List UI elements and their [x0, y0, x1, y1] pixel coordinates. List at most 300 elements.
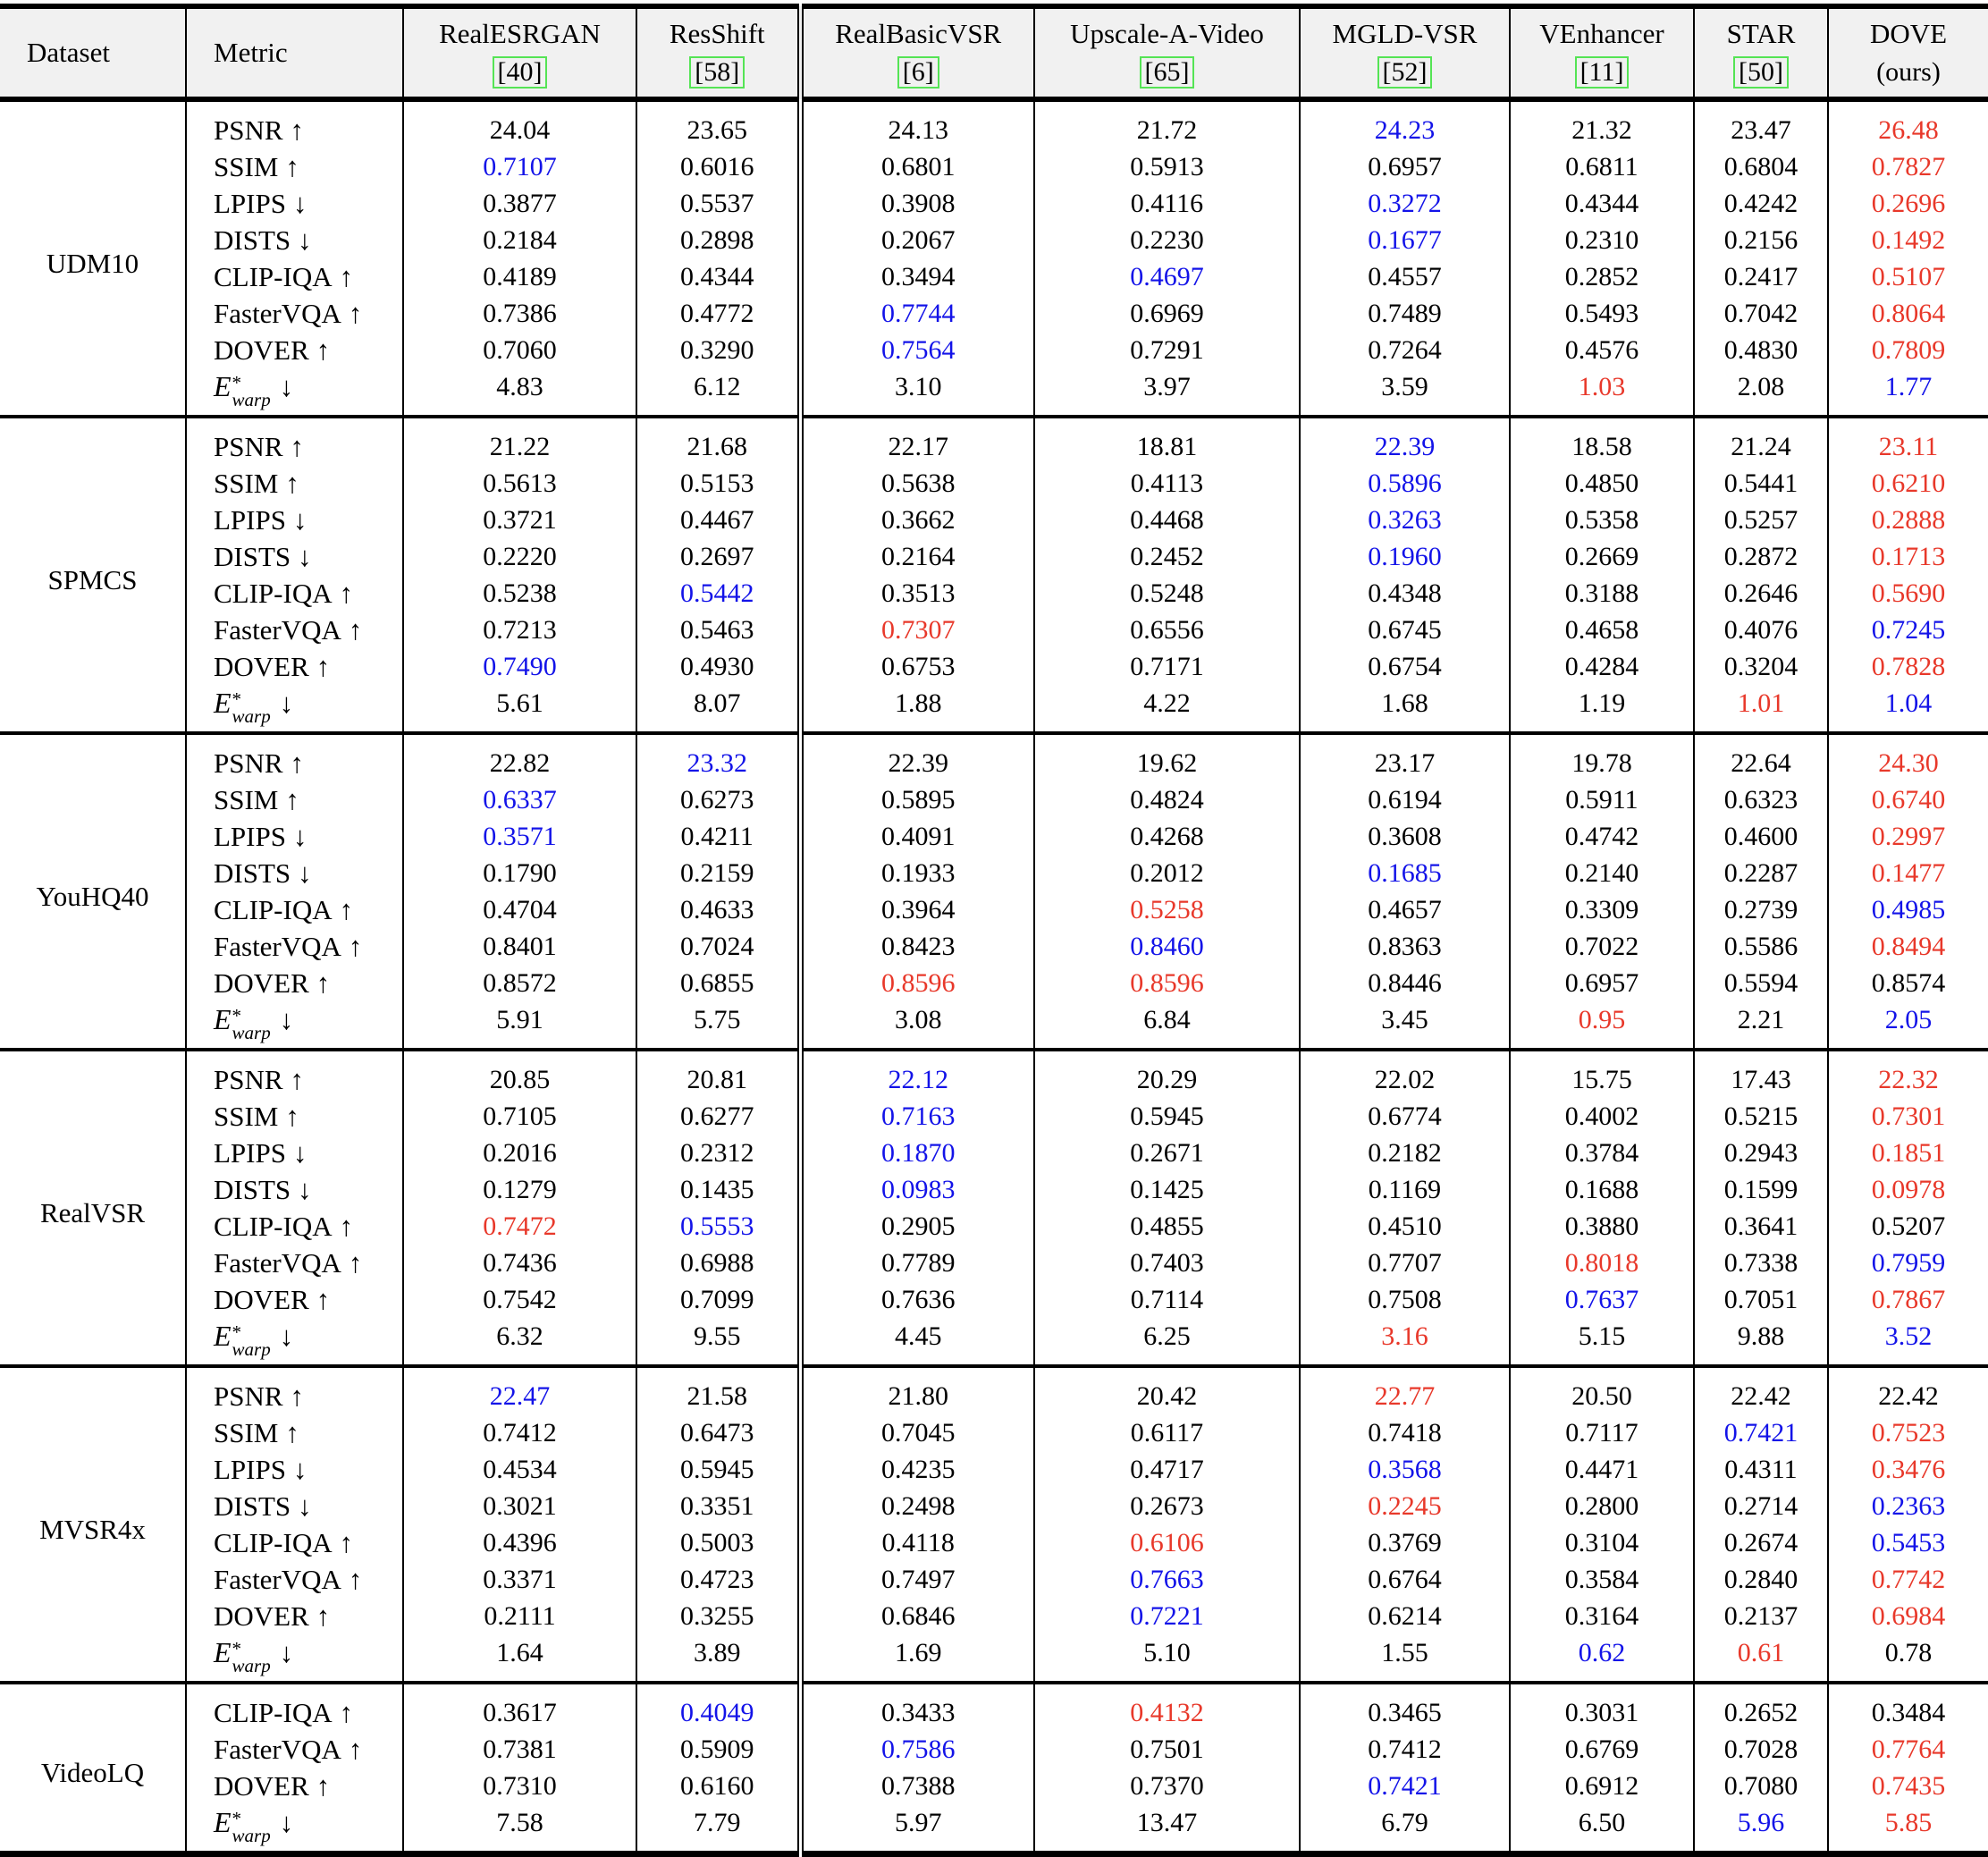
- table-row: [0, 575, 1988, 612]
- value-cell-spmcs-dover-venhancer: 0.4284: [1510, 648, 1694, 685]
- metric-cell-dists: [186, 855, 403, 891]
- value-cell-udm10-ssim-realesrgan: 0.7107: [403, 148, 636, 185]
- value-cell-mvsr4x-fastervqa-mgld-vsr: 0.6764: [1300, 1561, 1510, 1598]
- value-cell-realvsr-fastervqa-realbasicvsr: 0.7789: [800, 1245, 1034, 1281]
- value-cell-videolq-ewarp-venhancer: 6.50: [1510, 1804, 1694, 1854]
- value-cell-spmcs-lpips-upscale-a-video: 0.4468: [1034, 502, 1300, 538]
- method-citation-line: [1511, 56, 1693, 89]
- value-cell-spmcs-ssim-realbasicvsr: 0.5638: [800, 465, 1034, 502]
- up-arrow: ↑: [285, 783, 299, 815]
- value-cell-realvsr-lpips-realesrgan: 0.2016: [403, 1135, 636, 1171]
- value-cell-realvsr-lpips-star: 0.2943: [1694, 1135, 1828, 1171]
- value-cell-mvsr4x-psnr-upscale-a-video: 20.42: [1034, 1366, 1300, 1414]
- value-cell-mvsr4x-dover-venhancer: 0.3164: [1510, 1598, 1694, 1634]
- method-header-venhancer: [1510, 6, 1694, 99]
- table-row: [0, 818, 1988, 855]
- value-cell-youhq40-psnr-upscale-a-video: 19.62: [1034, 733, 1300, 781]
- dataset-label-realvsr: RealVSR: [39, 1196, 146, 1228]
- value-cell-udm10-dists-venhancer: 0.2310: [1510, 222, 1694, 258]
- metric-cell-dists: [186, 538, 403, 575]
- value-cell-spmcs-dists-venhancer: 0.2669: [1510, 538, 1694, 575]
- citation-link[interactable]: [65]: [1140, 56, 1195, 89]
- value-cell-udm10-dover-resshift: 0.3290: [636, 332, 800, 368]
- table-row: [0, 538, 1988, 575]
- value-cell-mvsr4x-lpips-resshift: 0.5945: [636, 1451, 800, 1488]
- method-header-resshift: [636, 6, 800, 99]
- down-arrow: ↓: [298, 1490, 312, 1522]
- metric-label: DOVER: [214, 650, 309, 682]
- metric-label: DISTS: [214, 1173, 291, 1205]
- metric-label: FasterVQA: [214, 613, 341, 646]
- value-cell-spmcs-ewarp-mgld-vsr: 1.68: [1300, 685, 1510, 733]
- value-cell-mvsr4x-dover-realbasicvsr: 0.6846: [800, 1598, 1034, 1634]
- col-header-metric: Metric: [186, 6, 403, 99]
- value-cell-videolq-ewarp-dove: 5.85: [1828, 1804, 1988, 1854]
- value-cell-youhq40-ssim-dove: 0.6740: [1828, 781, 1988, 818]
- value-cell-realvsr-clip-iqa-dove: 0.5207: [1828, 1208, 1988, 1245]
- metric-label: FasterVQA: [214, 297, 341, 329]
- value-cell-youhq40-dover-venhancer: 0.6957: [1510, 965, 1694, 1001]
- value-cell-youhq40-lpips-realbasicvsr: 0.4091: [800, 818, 1034, 855]
- value-cell-mvsr4x-fastervqa-star: 0.2840: [1694, 1561, 1828, 1598]
- value-cell-realvsr-psnr-mgld-vsr: 22.02: [1300, 1050, 1510, 1098]
- value-cell-realvsr-fastervqa-mgld-vsr: 0.7707: [1300, 1245, 1510, 1281]
- up-arrow: ↑: [339, 893, 354, 925]
- metric-label-ewarp: [214, 1806, 294, 1846]
- value-cell-spmcs-ewarp-dove: 1.04: [1828, 685, 1988, 733]
- citation-link[interactable]: [40]: [493, 56, 548, 89]
- value-cell-youhq40-fastervqa-mgld-vsr: 0.8363: [1300, 928, 1510, 965]
- value-cell-realvsr-dover-upscale-a-video: 0.7114: [1034, 1281, 1300, 1318]
- value-cell-mvsr4x-dists-realesrgan: 0.3021: [403, 1488, 636, 1524]
- table-row: [0, 1135, 1988, 1171]
- table-row: [0, 1683, 1988, 1731]
- down-arrow: ↓: [279, 1806, 294, 1838]
- value-cell-mvsr4x-lpips-mgld-vsr: 0.3568: [1300, 1451, 1510, 1488]
- up-arrow: ↑: [285, 150, 299, 182]
- value-cell-youhq40-dover-realesrgan: 0.8572: [403, 965, 636, 1001]
- block-mvsr4x: [0, 1366, 1988, 1683]
- method-citation-line: [804, 56, 1034, 89]
- ewarp-scripts: [232, 1637, 271, 1676]
- value-cell-youhq40-ewarp-realesrgan: 5.91: [403, 1001, 636, 1050]
- value-cell-youhq40-lpips-resshift: 0.4211: [636, 818, 800, 855]
- table-row: [0, 222, 1988, 258]
- value-cell-udm10-fastervqa-venhancer: 0.5493: [1510, 295, 1694, 332]
- metric-cell-fastervqa: [186, 612, 403, 648]
- block-spmcs: [0, 417, 1988, 733]
- value-cell-realvsr-clip-iqa-upscale-a-video: 0.4855: [1034, 1208, 1300, 1245]
- value-cell-spmcs-ewarp-star: 1.01: [1694, 685, 1828, 733]
- metric-label: DISTS: [214, 857, 291, 889]
- value-cell-videolq-dover-realbasicvsr: 0.7388: [800, 1768, 1034, 1804]
- table-row: [0, 332, 1988, 368]
- value-cell-videolq-ewarp-resshift: 7.79: [636, 1804, 800, 1854]
- value-cell-youhq40-ssim-realbasicvsr: 0.5895: [800, 781, 1034, 818]
- value-cell-mvsr4x-clip-iqa-upscale-a-video: 0.6106: [1034, 1524, 1300, 1561]
- value-cell-udm10-fastervqa-dove: 0.8064: [1828, 295, 1988, 332]
- value-cell-udm10-dists-dove: 0.1492: [1828, 222, 1988, 258]
- value-cell-spmcs-psnr-resshift: 21.68: [636, 417, 800, 465]
- ewarp-base: E: [214, 687, 232, 719]
- value-cell-udm10-dover-dove: 0.7809: [1828, 332, 1988, 368]
- value-cell-spmcs-clip-iqa-dove: 0.5690: [1828, 575, 1988, 612]
- value-cell-mvsr4x-dists-dove: 0.2363: [1828, 1488, 1988, 1524]
- value-cell-youhq40-clip-iqa-dove: 0.4985: [1828, 891, 1988, 928]
- table-row: [0, 612, 1988, 648]
- metric-cell-ewarp: [186, 685, 403, 733]
- value-cell-realvsr-ssim-upscale-a-video: 0.5945: [1034, 1098, 1300, 1135]
- value-cell-videolq-ewarp-upscale-a-video: 13.47: [1034, 1804, 1300, 1854]
- method-name: ResShift: [669, 17, 765, 49]
- value-cell-spmcs-ssim-venhancer: 0.4850: [1510, 465, 1694, 502]
- down-arrow: ↓: [298, 857, 312, 889]
- value-cell-udm10-clip-iqa-resshift: 0.4344: [636, 258, 800, 295]
- value-cell-mvsr4x-ewarp-star: 0.61: [1694, 1634, 1828, 1683]
- metric-label: SSIM: [214, 150, 279, 182]
- value-cell-udm10-psnr-mgld-vsr: 24.23: [1300, 99, 1510, 148]
- value-cell-spmcs-clip-iqa-realbasicvsr: 0.3513: [800, 575, 1034, 612]
- dataset-label-videolq: VideoLQ: [40, 1756, 145, 1788]
- value-cell-udm10-lpips-star: 0.4242: [1694, 185, 1828, 222]
- method-name: STAR: [1726, 17, 1796, 49]
- value-cell-realvsr-psnr-realbasicvsr: 22.12: [800, 1050, 1034, 1098]
- value-cell-udm10-dover-upscale-a-video: 0.7291: [1034, 332, 1300, 368]
- value-cell-realvsr-ewarp-mgld-vsr: 3.16: [1300, 1318, 1510, 1366]
- value-cell-youhq40-lpips-star: 0.4600: [1694, 818, 1828, 855]
- value-cell-youhq40-dover-star: 0.5594: [1694, 965, 1828, 1001]
- metric-label: DISTS: [214, 224, 291, 256]
- method-citation-line: [637, 56, 797, 89]
- value-cell-spmcs-fastervqa-realbasicvsr: 0.7307: [800, 612, 1034, 648]
- value-cell-realvsr-psnr-star: 17.43: [1694, 1050, 1828, 1098]
- value-cell-spmcs-fastervqa-dove: 0.7245: [1828, 612, 1988, 648]
- value-cell-youhq40-clip-iqa-realbasicvsr: 0.3964: [800, 891, 1034, 928]
- up-arrow: ↑: [316, 1769, 331, 1802]
- value-cell-mvsr4x-ssim-realbasicvsr: 0.7045: [800, 1414, 1034, 1451]
- value-cell-youhq40-dists-realbasicvsr: 0.1933: [800, 855, 1034, 891]
- table-row: [0, 1768, 1988, 1804]
- metric-label: FasterVQA: [214, 930, 341, 962]
- value-cell-realvsr-dover-star: 0.7051: [1694, 1281, 1828, 1318]
- method-citation-line: [404, 56, 636, 89]
- dataset-label-udm10: UDM10: [46, 247, 139, 279]
- up-arrow: ↑: [290, 747, 305, 779]
- value-cell-mvsr4x-lpips-upscale-a-video: 0.4717: [1034, 1451, 1300, 1488]
- value-cell-videolq-clip-iqa-upscale-a-video: 0.4132: [1034, 1683, 1300, 1731]
- metric-label: FasterVQA: [214, 1733, 341, 1765]
- citation-link[interactable]: [50]: [1733, 56, 1789, 89]
- down-arrow: ↓: [298, 224, 312, 256]
- value-cell-videolq-fastervqa-resshift: 0.5909: [636, 1731, 800, 1768]
- metric-label: PSNR: [214, 1063, 283, 1095]
- value-cell-realvsr-ewarp-venhancer: 5.15: [1510, 1318, 1694, 1366]
- metric-label: SSIM: [214, 467, 279, 499]
- value-cell-youhq40-ssim-mgld-vsr: 0.6194: [1300, 781, 1510, 818]
- method-citation-line: [1301, 56, 1509, 89]
- up-arrow: ↑: [348, 1733, 363, 1765]
- value-cell-mvsr4x-clip-iqa-realbasicvsr: 0.4118: [800, 1524, 1034, 1561]
- value-cell-realvsr-ssim-realbasicvsr: 0.7163: [800, 1098, 1034, 1135]
- value-cell-mvsr4x-ssim-realesrgan: 0.7412: [403, 1414, 636, 1451]
- value-cell-mvsr4x-psnr-venhancer: 20.50: [1510, 1366, 1694, 1414]
- value-cell-spmcs-psnr-star: 21.24: [1694, 417, 1828, 465]
- down-arrow: ↓: [292, 187, 307, 219]
- value-cell-realvsr-psnr-realesrgan: 20.85: [403, 1050, 636, 1098]
- metric-cell-ssim: [186, 465, 403, 502]
- method-header-star: [1694, 6, 1828, 99]
- value-cell-realvsr-ewarp-upscale-a-video: 6.25: [1034, 1318, 1300, 1366]
- value-cell-spmcs-dover-upscale-a-video: 0.7171: [1034, 648, 1300, 685]
- value-cell-udm10-fastervqa-realbasicvsr: 0.7744: [800, 295, 1034, 332]
- method-citation-line: [1695, 56, 1827, 89]
- value-cell-udm10-psnr-venhancer: 21.32: [1510, 99, 1694, 148]
- method-header-realbasicvsr: [800, 6, 1034, 99]
- value-cell-videolq-clip-iqa-star: 0.2652: [1694, 1683, 1828, 1731]
- value-cell-udm10-fastervqa-upscale-a-video: 0.6969: [1034, 295, 1300, 332]
- value-cell-udm10-dover-mgld-vsr: 0.7264: [1300, 332, 1510, 368]
- ewarp-sup: *: [232, 688, 242, 710]
- value-cell-udm10-clip-iqa-realesrgan: 0.4189: [403, 258, 636, 295]
- ewarp-base: E: [214, 370, 232, 402]
- value-cell-spmcs-dover-mgld-vsr: 0.6754: [1300, 648, 1510, 685]
- table-row: [0, 1731, 1988, 1768]
- ewarp-base: E: [214, 1636, 232, 1668]
- value-cell-videolq-dover-resshift: 0.6160: [636, 1768, 800, 1804]
- value-cell-mvsr4x-fastervqa-dove: 0.7742: [1828, 1561, 1988, 1598]
- ewarp-scripts: [232, 1321, 271, 1360]
- value-cell-udm10-ewarp-upscale-a-video: 3.97: [1034, 368, 1300, 417]
- metric-label: DISTS: [214, 540, 291, 572]
- down-arrow: ↓: [292, 503, 307, 536]
- value-cell-youhq40-dists-mgld-vsr: 0.1685: [1300, 855, 1510, 891]
- metric-label: CLIP-IQA: [214, 577, 333, 609]
- value-cell-mvsr4x-ewarp-realesrgan: 1.64: [403, 1634, 636, 1683]
- value-cell-mvsr4x-lpips-dove: 0.3476: [1828, 1451, 1988, 1488]
- table-row: [0, 1634, 1988, 1683]
- metric-label: CLIP-IQA: [214, 1696, 333, 1728]
- value-cell-youhq40-fastervqa-resshift: 0.7024: [636, 928, 800, 965]
- ewarp-scripts: [232, 1807, 271, 1846]
- value-cell-youhq40-ewarp-dove: 2.05: [1828, 1001, 1988, 1050]
- value-cell-realvsr-psnr-resshift: 20.81: [636, 1050, 800, 1098]
- value-cell-spmcs-fastervqa-mgld-vsr: 0.6745: [1300, 612, 1510, 648]
- ewarp-scripts: [232, 371, 271, 410]
- table-row: [0, 295, 1988, 332]
- value-cell-realvsr-ewarp-realbasicvsr: 4.45: [800, 1318, 1034, 1366]
- metric-label: PSNR: [214, 1380, 283, 1412]
- metric-label: LPIPS: [214, 1136, 286, 1169]
- metric-label: PSNR: [214, 747, 283, 779]
- value-cell-youhq40-dover-upscale-a-video: 0.8596: [1034, 965, 1300, 1001]
- metric-label: DOVER: [214, 966, 309, 999]
- value-cell-realvsr-dover-dove: 0.7867: [1828, 1281, 1988, 1318]
- metric-label: CLIP-IQA: [214, 1210, 333, 1242]
- method-name: Upscale-A-Video: [1070, 17, 1264, 49]
- value-cell-spmcs-dists-mgld-vsr: 0.1960: [1300, 538, 1510, 575]
- value-cell-realvsr-dists-venhancer: 0.1688: [1510, 1171, 1694, 1208]
- table-row: [0, 1050, 1988, 1098]
- table-row: [0, 148, 1988, 185]
- value-cell-videolq-dover-venhancer: 0.6912: [1510, 1768, 1694, 1804]
- value-cell-udm10-lpips-realesrgan: 0.3877: [403, 185, 636, 222]
- metric-label: PSNR: [214, 430, 283, 462]
- value-cell-realvsr-psnr-dove: 22.32: [1828, 1050, 1988, 1098]
- value-cell-youhq40-ssim-upscale-a-video: 0.4824: [1034, 781, 1300, 818]
- value-cell-realvsr-clip-iqa-venhancer: 0.3880: [1510, 1208, 1694, 1245]
- up-arrow: ↑: [339, 577, 354, 609]
- citation-link[interactable]: [52]: [1377, 56, 1433, 89]
- value-cell-realvsr-ssim-star: 0.5215: [1694, 1098, 1828, 1135]
- value-cell-udm10-ssim-realbasicvsr: 0.6801: [800, 148, 1034, 185]
- value-cell-realvsr-fastervqa-dove: 0.7959: [1828, 1245, 1988, 1281]
- table-row: [0, 1001, 1988, 1050]
- value-cell-spmcs-lpips-mgld-vsr: 0.3263: [1300, 502, 1510, 538]
- value-cell-youhq40-ewarp-realbasicvsr: 3.08: [800, 1001, 1034, 1050]
- down-arrow: ↓: [292, 820, 307, 852]
- value-cell-youhq40-lpips-realesrgan: 0.3571: [403, 818, 636, 855]
- value-cell-udm10-dists-star: 0.2156: [1694, 222, 1828, 258]
- value-cell-mvsr4x-dists-mgld-vsr: 0.2245: [1300, 1488, 1510, 1524]
- up-arrow: ↑: [285, 1416, 299, 1448]
- up-arrow: ↑: [285, 1100, 299, 1132]
- citation-link[interactable]: [11]: [1575, 56, 1630, 89]
- down-arrow: ↓: [298, 1173, 312, 1205]
- value-cell-spmcs-clip-iqa-resshift: 0.5442: [636, 575, 800, 612]
- value-cell-udm10-ssim-resshift: 0.6016: [636, 148, 800, 185]
- ewarp-sub: warp: [232, 705, 271, 727]
- value-cell-videolq-ewarp-star: 5.96: [1694, 1804, 1828, 1854]
- value-cell-spmcs-fastervqa-resshift: 0.5463: [636, 612, 800, 648]
- metric-label: DOVER: [214, 1600, 309, 1632]
- down-arrow: ↓: [279, 687, 294, 719]
- metric-label: DOVER: [214, 1283, 309, 1315]
- method-citation-line: [1829, 56, 1988, 88]
- value-cell-realvsr-fastervqa-realesrgan: 0.7436: [403, 1245, 636, 1281]
- value-cell-realvsr-ssim-realesrgan: 0.7105: [403, 1098, 636, 1135]
- value-cell-videolq-clip-iqa-realbasicvsr: 0.3433: [800, 1683, 1034, 1731]
- up-arrow: ↑: [316, 966, 331, 999]
- citation-link[interactable]: [58]: [689, 56, 745, 89]
- value-cell-realvsr-dists-realesrgan: 0.1279: [403, 1171, 636, 1208]
- value-cell-realvsr-lpips-venhancer: 0.3784: [1510, 1135, 1694, 1171]
- metric-label: SSIM: [214, 1416, 279, 1448]
- value-cell-spmcs-dover-resshift: 0.4930: [636, 648, 800, 685]
- value-cell-youhq40-lpips-upscale-a-video: 0.4268: [1034, 818, 1300, 855]
- up-arrow: ↑: [348, 930, 363, 962]
- value-cell-mvsr4x-dover-dove: 0.6984: [1828, 1598, 1988, 1634]
- value-cell-udm10-clip-iqa-star: 0.2417: [1694, 258, 1828, 295]
- value-cell-udm10-lpips-dove: 0.2696: [1828, 185, 1988, 222]
- value-cell-spmcs-psnr-upscale-a-video: 18.81: [1034, 417, 1300, 465]
- value-cell-videolq-fastervqa-dove: 0.7764: [1828, 1731, 1988, 1768]
- value-cell-spmcs-dists-realbasicvsr: 0.2164: [800, 538, 1034, 575]
- up-arrow: ↑: [316, 1600, 331, 1632]
- method-name: RealESRGAN: [439, 17, 601, 49]
- table-row: [0, 855, 1988, 891]
- value-cell-udm10-ssim-star: 0.6804: [1694, 148, 1828, 185]
- value-cell-realvsr-dists-dove: 0.0978: [1828, 1171, 1988, 1208]
- value-cell-youhq40-clip-iqa-venhancer: 0.3309: [1510, 891, 1694, 928]
- value-cell-udm10-ewarp-dove: 1.77: [1828, 368, 1988, 417]
- table-row: [0, 465, 1988, 502]
- metric-label-ewarp: [214, 687, 294, 727]
- table-row: [0, 685, 1988, 733]
- value-cell-youhq40-ssim-realesrgan: 0.6337: [403, 781, 636, 818]
- up-arrow: ↑: [290, 1380, 305, 1412]
- metric-cell-lpips: [186, 502, 403, 538]
- citation-link[interactable]: [6]: [897, 56, 939, 89]
- metric-cell-psnr: [186, 1050, 403, 1098]
- ours-label: (ours): [1876, 57, 1941, 87]
- value-cell-spmcs-ssim-realesrgan: 0.5613: [403, 465, 636, 502]
- value-cell-spmcs-lpips-realesrgan: 0.3721: [403, 502, 636, 538]
- value-cell-videolq-fastervqa-realbasicvsr: 0.7586: [800, 1731, 1034, 1768]
- value-cell-spmcs-lpips-venhancer: 0.5358: [1510, 502, 1694, 538]
- table-row: [0, 891, 1988, 928]
- metric-cell-ewarp: [186, 368, 403, 417]
- value-cell-realvsr-lpips-mgld-vsr: 0.2182: [1300, 1135, 1510, 1171]
- value-cell-realvsr-clip-iqa-star: 0.3641: [1694, 1208, 1828, 1245]
- metric-cell-lpips: [186, 1451, 403, 1488]
- value-cell-videolq-clip-iqa-mgld-vsr: 0.3465: [1300, 1683, 1510, 1731]
- metric-cell-ewarp: [186, 1318, 403, 1366]
- value-cell-realvsr-dists-mgld-vsr: 0.1169: [1300, 1171, 1510, 1208]
- value-cell-udm10-ewarp-venhancer: 1.03: [1510, 368, 1694, 417]
- header-row: [0, 6, 1988, 99]
- metric-label: DISTS: [214, 1490, 291, 1522]
- value-cell-mvsr4x-psnr-realbasicvsr: 21.80: [800, 1366, 1034, 1414]
- ewarp-scripts: [232, 688, 271, 727]
- value-cell-youhq40-ssim-resshift: 0.6273: [636, 781, 800, 818]
- up-arrow: ↑: [339, 1526, 354, 1558]
- metric-label: LPIPS: [214, 820, 286, 852]
- metric-cell-psnr: [186, 1366, 403, 1414]
- value-cell-spmcs-lpips-star: 0.5257: [1694, 502, 1828, 538]
- metric-cell-dover: [186, 648, 403, 685]
- value-cell-udm10-psnr-realesrgan: 24.04: [403, 99, 636, 148]
- value-cell-realvsr-fastervqa-venhancer: 0.8018: [1510, 1245, 1694, 1281]
- value-cell-udm10-dists-upscale-a-video: 0.2230: [1034, 222, 1300, 258]
- table-row: [0, 1171, 1988, 1208]
- value-cell-youhq40-dists-realesrgan: 0.1790: [403, 855, 636, 891]
- value-cell-spmcs-dists-dove: 0.1713: [1828, 538, 1988, 575]
- table-row: [0, 965, 1988, 1001]
- value-cell-videolq-fastervqa-mgld-vsr: 0.7412: [1300, 1731, 1510, 1768]
- table-row: [0, 1098, 1988, 1135]
- value-cell-udm10-dover-realbasicvsr: 0.7564: [800, 332, 1034, 368]
- value-cell-youhq40-clip-iqa-star: 0.2739: [1694, 891, 1828, 928]
- value-cell-mvsr4x-dists-venhancer: 0.2800: [1510, 1488, 1694, 1524]
- down-arrow: ↓: [279, 1320, 294, 1352]
- metric-cell-dists: [186, 1488, 403, 1524]
- down-arrow: ↓: [279, 1003, 294, 1035]
- value-cell-youhq40-dover-resshift: 0.6855: [636, 965, 800, 1001]
- table-row: [0, 417, 1988, 465]
- dataset-label-spmcs: SPMCS: [47, 563, 138, 595]
- value-cell-mvsr4x-lpips-realesrgan: 0.4534: [403, 1451, 636, 1488]
- value-cell-videolq-dover-mgld-vsr: 0.7421: [1300, 1768, 1510, 1804]
- value-cell-udm10-clip-iqa-venhancer: 0.2852: [1510, 258, 1694, 295]
- metric-cell-dists: [186, 222, 403, 258]
- value-cell-spmcs-lpips-dove: 0.2888: [1828, 502, 1988, 538]
- value-cell-realvsr-ssim-venhancer: 0.4002: [1510, 1098, 1694, 1135]
- value-cell-udm10-clip-iqa-upscale-a-video: 0.4697: [1034, 258, 1300, 295]
- value-cell-youhq40-clip-iqa-realesrgan: 0.4704: [403, 891, 636, 928]
- metric-label-ewarp: [214, 1320, 294, 1360]
- value-cell-realvsr-dover-mgld-vsr: 0.7508: [1300, 1281, 1510, 1318]
- method-name: VEnhancer: [1539, 17, 1664, 49]
